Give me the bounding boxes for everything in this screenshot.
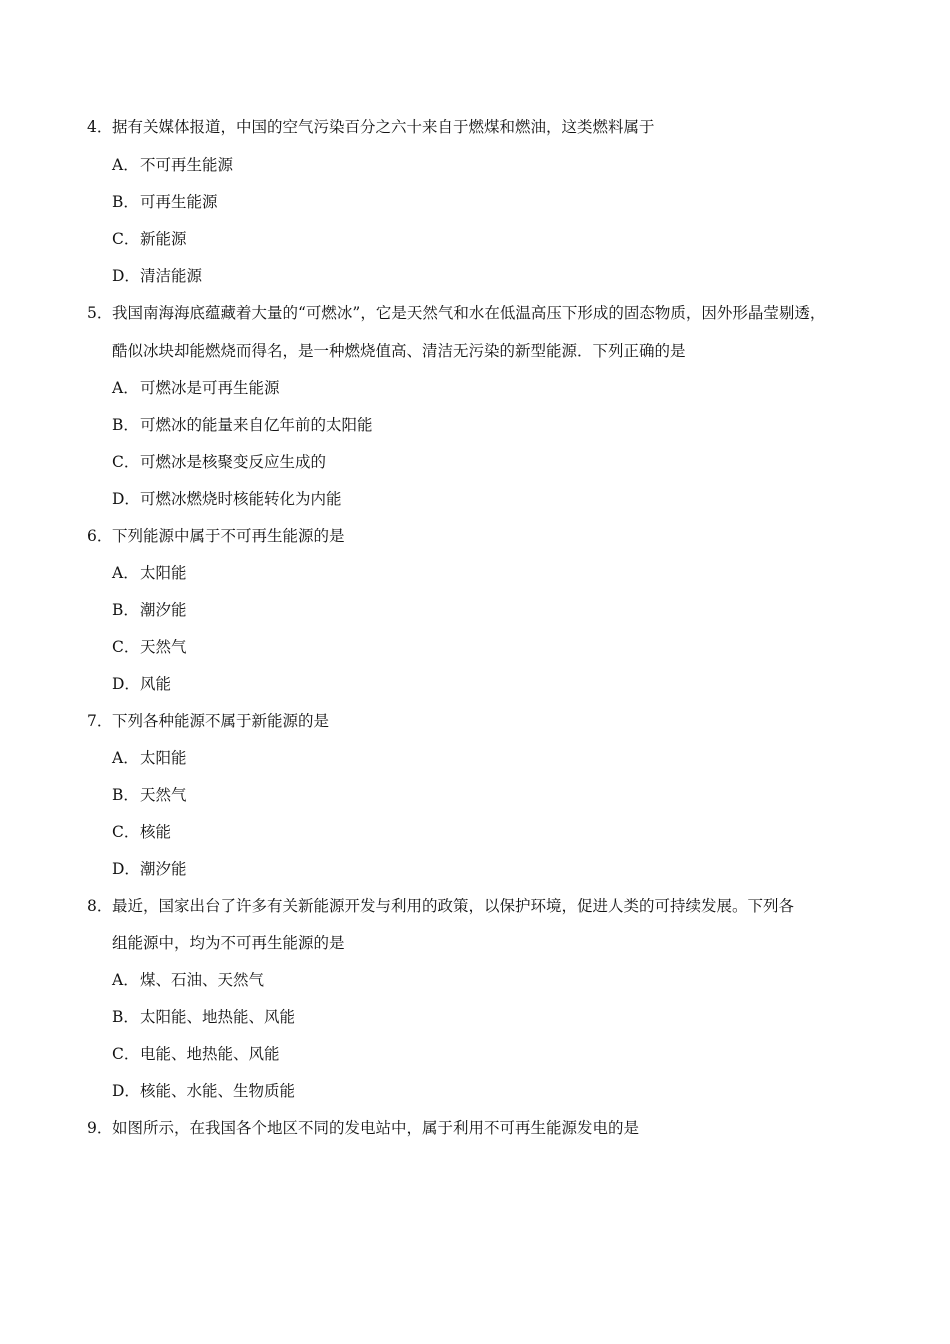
option-letter: C． bbox=[112, 453, 140, 471]
option-letter: C． bbox=[112, 230, 140, 248]
option-a bbox=[112, 563, 187, 583]
option-text: 可燃冰燃烧时核能转化为内能 bbox=[140, 490, 342, 508]
option-letter: C． bbox=[112, 823, 140, 841]
option-text: 可再生能源 bbox=[140, 193, 218, 211]
option-letter: B． bbox=[112, 601, 139, 619]
option-d bbox=[112, 859, 187, 879]
option-c bbox=[112, 637, 187, 657]
option-letter: C． bbox=[112, 1045, 140, 1063]
option-text: 电能、地热能、风能 bbox=[140, 1045, 280, 1063]
option-text: 太阳能 bbox=[140, 749, 187, 767]
option-text: 天然气 bbox=[140, 638, 187, 656]
option-letter: D． bbox=[112, 675, 140, 693]
option-d bbox=[112, 1081, 295, 1101]
option-text: 太阳能 bbox=[140, 564, 187, 582]
question-number: 4． bbox=[87, 118, 113, 136]
option-b bbox=[112, 600, 187, 620]
option-text: 风能 bbox=[140, 675, 172, 693]
option-text: 可燃冰是核聚变反应生成的 bbox=[140, 453, 327, 471]
option-text: 可燃冰是可再生能源 bbox=[140, 379, 280, 397]
question-stem: 最近，国家出台了许多有关新能源开发与利用的政策，以保护环境，促进人类的可持续发展。下列各 bbox=[112, 897, 795, 915]
question-number: 7． bbox=[87, 712, 113, 730]
option-c bbox=[112, 822, 171, 842]
option-c bbox=[112, 1044, 280, 1064]
option-text: 核能 bbox=[140, 823, 172, 841]
question-number: 5． bbox=[87, 304, 113, 322]
option-text: 潮汐能 bbox=[140, 860, 187, 878]
option-b bbox=[112, 785, 187, 805]
option-letter: B． bbox=[112, 416, 139, 434]
question-stem: 如图所示，在我国各个地区不同的发电站中，属于利用不可再生能源发电的是 bbox=[112, 1119, 640, 1137]
option-a bbox=[112, 748, 187, 768]
option-d bbox=[112, 674, 171, 694]
option-letter: D． bbox=[112, 860, 140, 878]
question-number: 6． bbox=[87, 527, 113, 545]
option-text: 可燃冰的能量来自亿年前的太阳能 bbox=[140, 416, 373, 434]
option-letter: D． bbox=[112, 490, 140, 508]
option-b bbox=[112, 1007, 295, 1027]
option-d bbox=[112, 266, 202, 286]
option-a bbox=[112, 378, 280, 398]
question-stem: 据有关媒体报道，中国的空气污染百分之六十来自于燃煤和燃油，这类燃料属于 bbox=[112, 118, 655, 136]
option-text: 清洁能源 bbox=[140, 267, 203, 285]
option-a bbox=[112, 970, 264, 990]
option-letter: B． bbox=[112, 193, 139, 211]
option-text: 煤、石油、天然气 bbox=[140, 971, 265, 989]
question-stem: 下列能源中属于不可再生能源的是 bbox=[112, 527, 345, 545]
option-letter: A． bbox=[112, 379, 139, 397]
option-letter: B． bbox=[112, 786, 139, 804]
question-number: 9． bbox=[87, 1119, 113, 1137]
option-text: 天然气 bbox=[140, 786, 187, 804]
option-letter: A． bbox=[112, 971, 139, 989]
question-stem: 组能源中，均为不可再生能源的是 bbox=[112, 934, 345, 952]
question-stem: 我国南海海底蕴藏着大量的“可燃冰”，它是天然气和水在低温高压下形成的固态物质，因外形晶莹剔透， bbox=[112, 304, 826, 322]
option-letter: A． bbox=[112, 156, 139, 174]
option-letter: D． bbox=[112, 267, 140, 285]
option-letter: A． bbox=[112, 564, 139, 582]
option-text: 不可再生能源 bbox=[140, 156, 234, 174]
option-d bbox=[112, 489, 342, 509]
option-c bbox=[112, 452, 326, 472]
question-number: 8． bbox=[87, 897, 113, 915]
option-letter: D． bbox=[112, 1082, 140, 1100]
question-stem: 酷似冰块却能燃烧而得名，是一种燃烧值高、清洁无污染的新型能源．下列正确的是 bbox=[112, 342, 686, 360]
option-letter: B． bbox=[112, 1008, 139, 1026]
option-text: 新能源 bbox=[140, 230, 187, 248]
option-b bbox=[112, 192, 218, 212]
option-b bbox=[112, 415, 373, 435]
option-text: 太阳能、地热能、风能 bbox=[140, 1008, 296, 1026]
option-letter: C． bbox=[112, 638, 140, 656]
option-text: 核能、水能、生物质能 bbox=[140, 1082, 296, 1100]
option-letter: A． bbox=[112, 749, 139, 767]
option-text: 潮汐能 bbox=[140, 601, 187, 619]
question-stem: 下列各种能源不属于新能源的是 bbox=[112, 712, 330, 730]
option-c bbox=[112, 229, 187, 249]
option-a bbox=[112, 155, 233, 175]
